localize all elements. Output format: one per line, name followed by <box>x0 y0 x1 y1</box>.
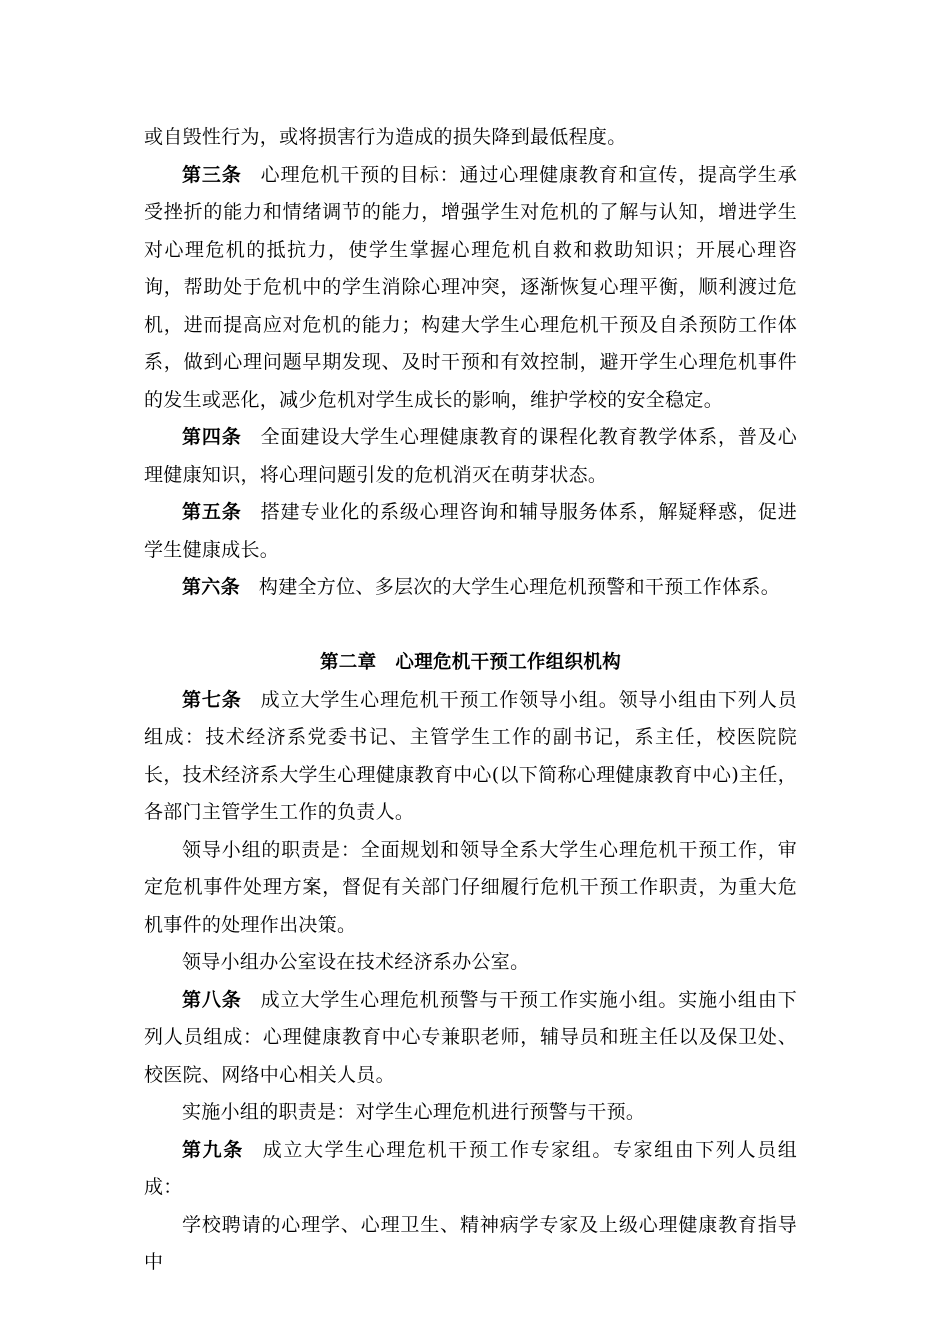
article-text: 成立大学生心理危机干预工作领导小组。领导小组由下列人员组成：技术经济系党委书记、主管学生工作的副书记，系主任，校医院院长，技术经济系大学生心理健康教育中心(以下简称心理健康教育中心)主任，各部门主管学生工作的负责人。 <box>144 688 798 823</box>
article-text: 全面建设大学生心理健康教育的课程化教育教学体系，普及心理健康知识，将心理问题引发的危机消灭在萌芽状态。 <box>144 426 798 486</box>
paragraph-expert-members <box>144 1207 797 1282</box>
article-label: 第三条 <box>182 163 242 186</box>
paragraph-leadership-duties <box>144 832 797 945</box>
article-label: 第八条 <box>182 988 242 1011</box>
paragraph-text: 领导小组办公室设在技术经济系办公室。 <box>182 951 530 973</box>
article-4 <box>144 419 797 494</box>
chapter-title-text: 心理危机干预工作组织机构 <box>395 651 621 673</box>
article-label: 第六条 <box>182 576 240 598</box>
paragraph-text: 学校聘请的心理学、心理卫生、精神病学专家及上级心理健康教育指导中 <box>144 1213 797 1273</box>
article-9 <box>144 1132 797 1207</box>
article-label: 第七条 <box>182 688 242 711</box>
article-text: 搭建专业化的系级心理咨询和辅导服务体系，解疑释惑，促进学生健康成长。 <box>144 501 798 561</box>
paragraph-implementation-duties <box>144 1094 797 1132</box>
article-3 <box>144 157 797 420</box>
article-6 <box>144 569 797 607</box>
article-label: 第四条 <box>182 426 242 448</box>
article-text: 成立大学生心理危机预警与干预工作实施小组。实施小组由下列人员组成：心理健康教育中心专兼职老师，辅导员和班主任以及保卫处、校医院、网络中心相关人员。 <box>144 988 798 1086</box>
article-text: 心理危机干预的目标：通过心理健康教育和宣传，提高学生承受挫折的能力和情绪调节的能力，增强学生对危机的了解与认知，增进学生对心理危机的抵抗力，使学生掌握心理危机自救和救助知识；开展心理咨询，帮助处于危机中的学生消除心理冲突，逐渐恢复心理平衡，顺利渡过危机，进而提高应对危机的能力；构建大学生心理危机干预及自杀预防工作体系，做到心理问题早期发现、及时干预和有效控制，避开学生心理危机事件的发生或恶化，减少危机对学生成长的影响，维护学校的安全稳定。 <box>144 163 798 411</box>
paragraph-text: 领导小组的职责是：全面规划和领导全系大学生心理危机干预工作，审定危机事件处理方案，督促有关部门仔细履行危机干预工作职责，为重大危机事件的处理作出决策。 <box>144 838 797 936</box>
article-text: 成立大学生心理危机干预工作专家组。专家组由下列人员组成： <box>144 1138 797 1198</box>
article-7 <box>144 682 797 832</box>
paragraph-office-location <box>144 944 797 982</box>
document-body <box>144 119 797 1282</box>
article-label: 第九条 <box>182 1138 244 1161</box>
chapter-number: 第二章 <box>319 651 377 673</box>
paragraph-text: 实施小组的职责是：对学生心理危机进行预警与干预。 <box>182 1101 646 1123</box>
chapter-heading <box>144 644 797 682</box>
article-text: 构建全方位、多层次的大学生心理危机预警和干预工作体系。 <box>258 576 781 598</box>
article-5 <box>144 494 797 569</box>
paragraph-continuation <box>144 119 797 157</box>
article-8 <box>144 982 797 1095</box>
paragraph-text: 或自毁性行为，或将损害行为造成的损失降到最低程度。 <box>144 126 627 148</box>
article-label: 第五条 <box>182 501 242 523</box>
